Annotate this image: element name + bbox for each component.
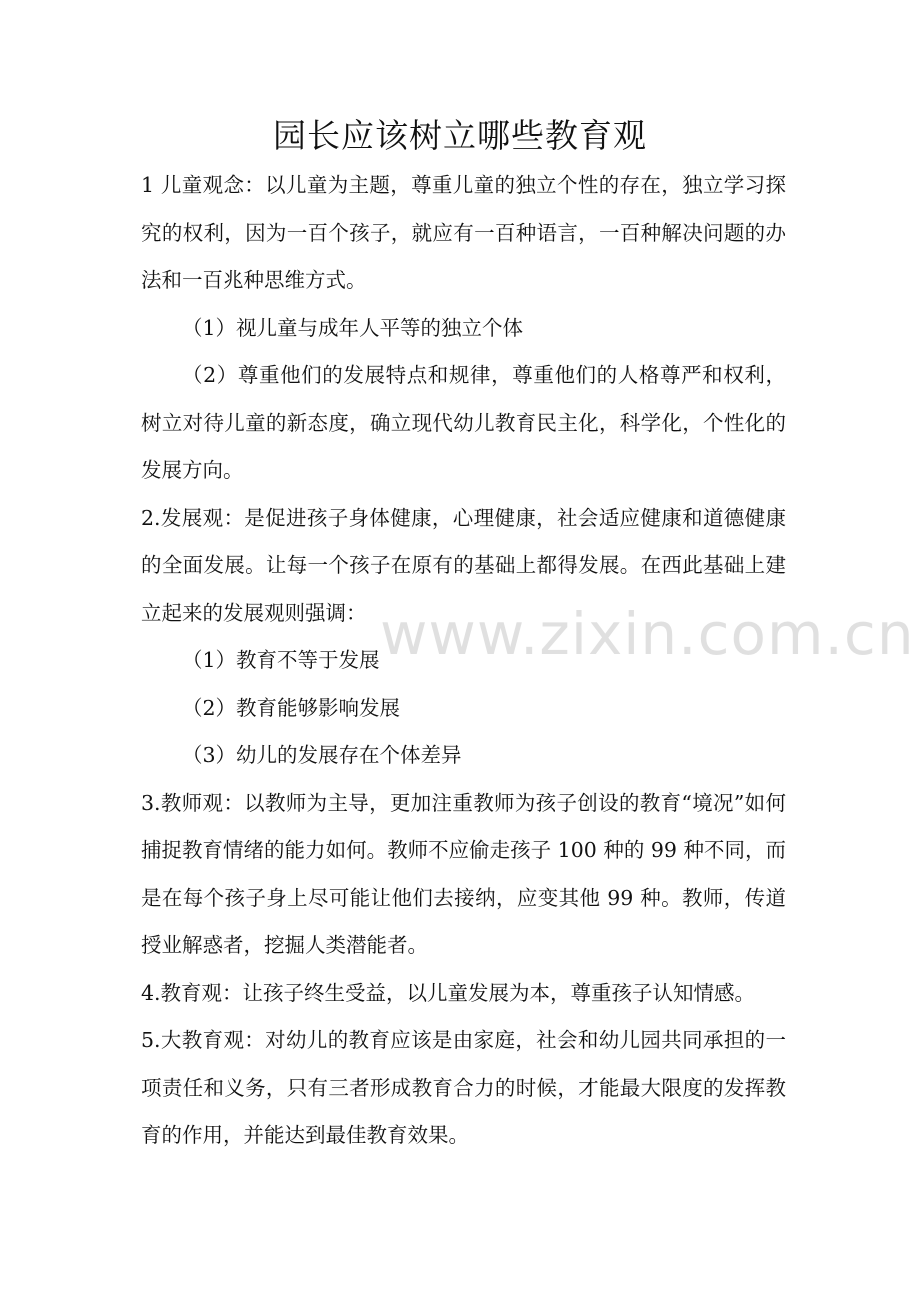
paragraph-education-view: 4.教育观：让孩子终生受益，以儿童发展为本，尊重孩子认知情感。 [141,980,756,1005]
paragraph-sub-item: （2）尊重他们的发展特点和规律，尊重他们的人格尊严和权利，树立对待儿童的新态度，确立现代幼儿教育民主化，科学化，个性化的发展方向。 [141,363,786,482]
sub-item: （3）幼儿的发展存在个体差异 [182,743,462,767]
paragraph-teacher-view: 3.教师观：以教师为主导，更加注重教师为孩子创设的教育“境况”如何捕捉教育情绪的能力如何。教师不应偷走孩子 100 种的 99 种不同，而是在每个孩子身上尽可能让他们去接纳，应变其他 99 种。教师，传道授业解惑者，挖掘人类潜能者。 [141,790,786,957]
document-body [141,162,786,1160]
page-title: 园长应该树立哪些教育观 [273,116,647,155]
sub-item: （2）教育能够影响发展 [182,695,401,720]
watermark: www.zixin.com.cn [380,600,915,668]
sub-item: （1）视儿童与成年人平等的独立个体 [182,315,524,340]
paragraph-development-view: 2.发展观：是促进孩子身体健康，心理健康，社会适应健康和道德健康的全面发展。让每一个孩子在原有的基础上都得发展。在西此基础上建立起来的发展观则强调： [141,505,786,625]
paragraph-broad-education-view: 5.大教育观：对幼儿的教育应该是由家庭，社会和幼儿园共同承担的一项责任和义务，只有三者形成教育合力的时候，才能最大限度的发挥教育的作用，并能达到最佳教育效果。 [141,1028,786,1147]
sub-item: （1）教育不等于发展 [182,648,380,672]
paragraph-child-view: 1 儿童观念：以儿童为主题，尊重儿童的独立个性的存在，独立学习探究的权利，因为一百个孩子，就应有一百种语言，一百种解决问题的办法和一百兆种思维方式。 [141,173,786,292]
